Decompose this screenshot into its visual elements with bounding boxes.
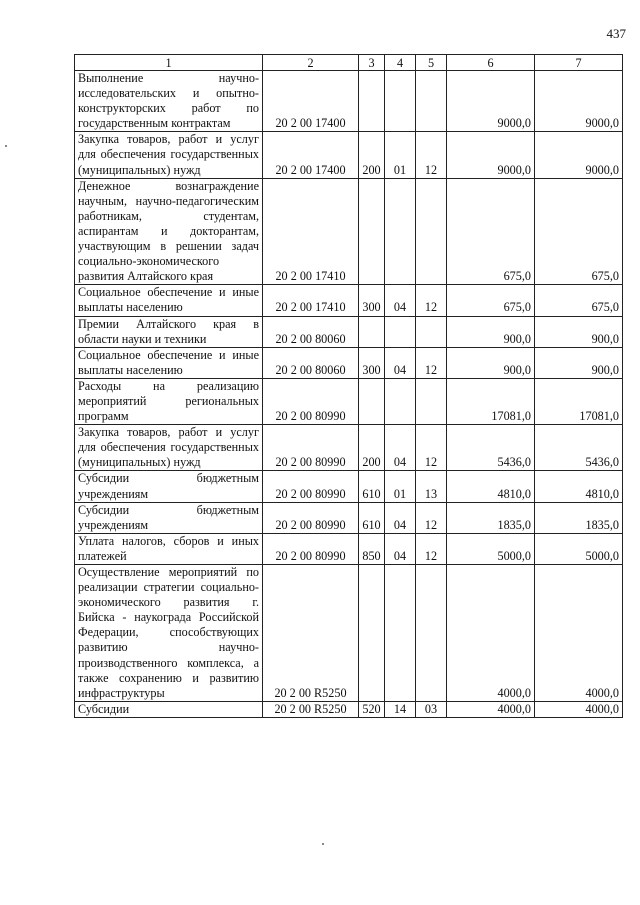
table-row xyxy=(75,471,623,502)
row-name: Социальное обеспечение и иные выплаты населению xyxy=(75,347,263,378)
table-row xyxy=(75,378,623,424)
section-code: 14 xyxy=(385,701,416,717)
amount-col6: 9000,0 xyxy=(447,132,535,178)
expense-type: 520 xyxy=(359,701,385,717)
section-code: 01 xyxy=(385,471,416,502)
section-code xyxy=(385,565,416,702)
target-code: 20 2 00 80990 xyxy=(263,425,359,471)
subsection-code xyxy=(416,178,447,285)
table-row xyxy=(75,533,623,564)
subsection-code: 12 xyxy=(416,347,447,378)
subsection-code xyxy=(416,565,447,702)
section-code: 04 xyxy=(385,285,416,316)
amount-col7: 4000,0 xyxy=(535,701,623,717)
table-row xyxy=(75,701,623,717)
target-code: 20 2 00 17410 xyxy=(263,178,359,285)
column-header: 5 xyxy=(416,55,447,71)
amount-col7: 900,0 xyxy=(535,347,623,378)
row-name: Уплата налогов, сборов и иных платежей xyxy=(75,533,263,564)
subsection-code: 12 xyxy=(416,132,447,178)
expense-type: 610 xyxy=(359,502,385,533)
expense-type: 300 xyxy=(359,347,385,378)
expense-type: 850 xyxy=(359,533,385,564)
section-code xyxy=(385,178,416,285)
expense-type: 610 xyxy=(359,471,385,502)
row-name: Субсидии бюджетным учреждениям xyxy=(75,471,263,502)
amount-col7: 9000,0 xyxy=(535,132,623,178)
expense-type xyxy=(359,178,385,285)
target-code: 20 2 00 80990 xyxy=(263,533,359,564)
table-row xyxy=(75,132,623,178)
target-code: 20 2 00 17400 xyxy=(263,132,359,178)
table-body xyxy=(75,71,623,718)
amount-col6: 17081,0 xyxy=(447,378,535,424)
section-code xyxy=(385,71,416,132)
amount-col7: 5000,0 xyxy=(535,533,623,564)
subsection-code: 03 xyxy=(416,701,447,717)
expense-type xyxy=(359,565,385,702)
amount-col7: 5436,0 xyxy=(535,425,623,471)
column-header: 7 xyxy=(535,55,623,71)
column-header: 3 xyxy=(359,55,385,71)
amount-col7: 4000,0 xyxy=(535,565,623,702)
row-name: Денежное вознаграждение научным, научно-педагогическим работникам, студентам, аспирантам и докторантам, участвующим в решении задач социально-экономического развития Алтайского края xyxy=(75,178,263,285)
target-code: 20 2 00 R5250 xyxy=(263,701,359,717)
target-code: 20 2 00 17410 xyxy=(263,285,359,316)
header-row xyxy=(75,55,623,71)
target-code: 20 2 00 80060 xyxy=(263,347,359,378)
row-name: Закупка товаров, работ и услуг для обеспечения государственных (муниципальных) нужд xyxy=(75,425,263,471)
amount-col6: 900,0 xyxy=(447,347,535,378)
expense-type: 200 xyxy=(359,425,385,471)
row-name: Субсидии бюджетным учреждениям xyxy=(75,502,263,533)
section-code: 04 xyxy=(385,502,416,533)
target-code: 20 2 00 80060 xyxy=(263,316,359,347)
target-code: 20 2 00 R5250 xyxy=(263,565,359,702)
section-code: 04 xyxy=(385,533,416,564)
amount-col6: 675,0 xyxy=(447,178,535,285)
table-row xyxy=(75,425,623,471)
column-header: 1 xyxy=(75,55,263,71)
expense-type xyxy=(359,316,385,347)
scan-speck xyxy=(5,145,7,147)
table-row xyxy=(75,565,623,702)
section-code: 01 xyxy=(385,132,416,178)
table-row xyxy=(75,285,623,316)
amount-col7: 675,0 xyxy=(535,178,623,285)
page-number: 437 xyxy=(606,26,626,41)
section-code xyxy=(385,316,416,347)
row-name: Выполнение научно-исследовательских и опытно-конструкторских работ по государственным контрактам xyxy=(75,71,263,132)
amount-col6: 9000,0 xyxy=(447,71,535,132)
table-row xyxy=(75,502,623,533)
column-header: 6 xyxy=(447,55,535,71)
amount-col7: 900,0 xyxy=(535,316,623,347)
row-name: Социальное обеспечение и иные выплаты населению xyxy=(75,285,263,316)
subsection-code: 12 xyxy=(416,502,447,533)
target-code: 20 2 00 80990 xyxy=(263,471,359,502)
subsection-code xyxy=(416,316,447,347)
table-row xyxy=(75,71,623,132)
subsection-code xyxy=(416,71,447,132)
amount-col7: 1835,0 xyxy=(535,502,623,533)
row-name: Осуществление мероприятий по реализации стратегии социально-экономического развития г. Бийска - наукограда Российской Федерации, способствующих развитию научно-производственного комплекса, а также сохранению и развитию инфраструктуры xyxy=(75,565,263,702)
table-row xyxy=(75,347,623,378)
row-name: Закупка товаров, работ и услуг для обеспечения государственных (муниципальных) нужд xyxy=(75,132,263,178)
amount-col7: 4810,0 xyxy=(535,471,623,502)
target-code: 20 2 00 80990 xyxy=(263,502,359,533)
subsection-code xyxy=(416,378,447,424)
amount-col6: 4000,0 xyxy=(447,565,535,702)
table-row xyxy=(75,178,623,285)
column-header: 4 xyxy=(385,55,416,71)
expense-type: 200 xyxy=(359,132,385,178)
expense-type xyxy=(359,378,385,424)
amount-col7: 17081,0 xyxy=(535,378,623,424)
target-code: 20 2 00 80990 xyxy=(263,378,359,424)
section-code: 04 xyxy=(385,425,416,471)
expense-type: 300 xyxy=(359,285,385,316)
amount-col7: 675,0 xyxy=(535,285,623,316)
amount-col6: 4810,0 xyxy=(447,471,535,502)
target-code: 20 2 00 17400 xyxy=(263,71,359,132)
amount-col6: 4000,0 xyxy=(447,701,535,717)
amount-col6: 900,0 xyxy=(447,316,535,347)
subsection-code: 13 xyxy=(416,471,447,502)
budget-table xyxy=(74,54,623,718)
scan-speck xyxy=(322,843,324,845)
amount-col7: 9000,0 xyxy=(535,71,623,132)
amount-col6: 5000,0 xyxy=(447,533,535,564)
amount-col6: 5436,0 xyxy=(447,425,535,471)
section-code xyxy=(385,378,416,424)
expense-type xyxy=(359,71,385,132)
row-name: Расходы на реализацию мероприятий региональных программ xyxy=(75,378,263,424)
table-row xyxy=(75,316,623,347)
subsection-code: 12 xyxy=(416,285,447,316)
subsection-code: 12 xyxy=(416,533,447,564)
amount-col6: 675,0 xyxy=(447,285,535,316)
section-code: 04 xyxy=(385,347,416,378)
subsection-code: 12 xyxy=(416,425,447,471)
row-name: Премии Алтайского края в области науки и техники xyxy=(75,316,263,347)
column-header: 2 xyxy=(263,55,359,71)
amount-col6: 1835,0 xyxy=(447,502,535,533)
row-name: Субсидии xyxy=(75,701,263,717)
